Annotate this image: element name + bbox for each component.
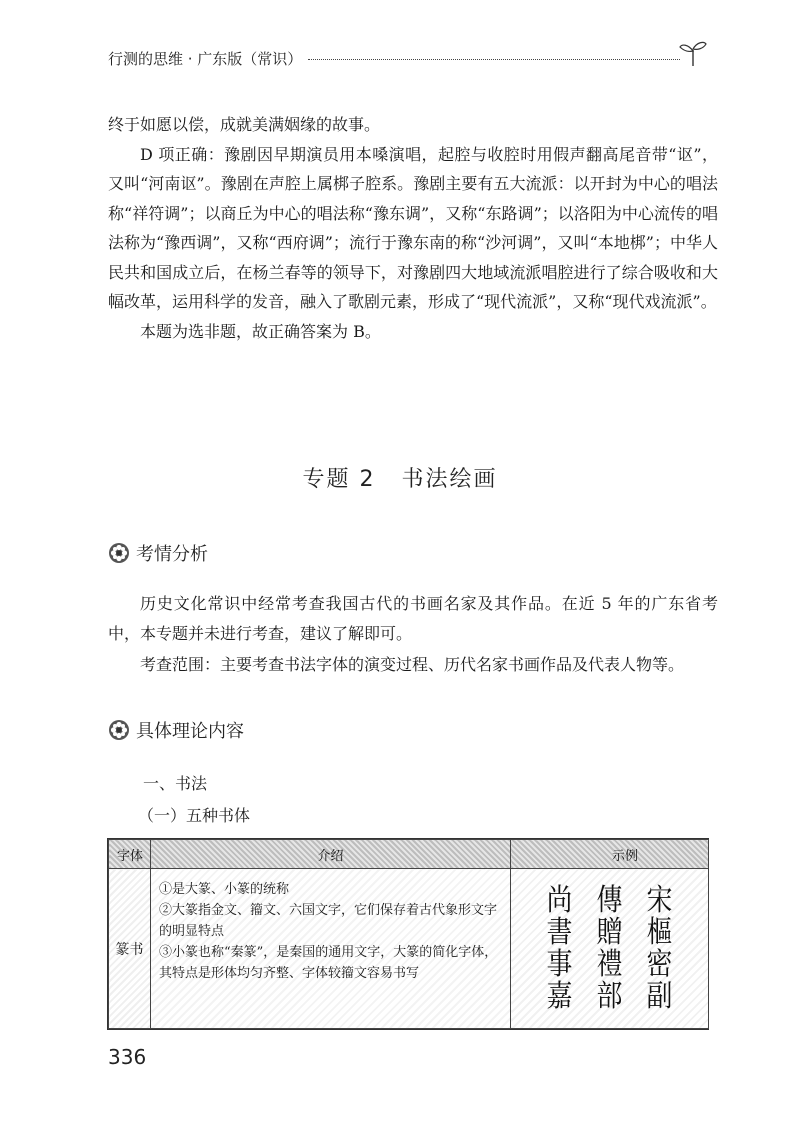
topic-name: 书法绘画 — [401, 467, 498, 492]
flower-bullet-icon — [108, 719, 130, 741]
seal-character: 副 — [646, 979, 673, 1014]
sprout-icon — [678, 38, 708, 68]
paragraph: 历史文化常识中经常考查我国古代的书画名家及其作品。在近 5 年的广东省考中，本专题并未进行考查，建议了解即可。 — [108, 594, 718, 643]
running-title: 行测的思维 · 广东版（常识） — [108, 50, 303, 68]
seal-character: 事 — [546, 947, 573, 982]
topic-number: 专题 2 — [302, 467, 376, 492]
column-header-script: 字体 — [109, 840, 151, 869]
column-header-intro: 介绍 — [151, 840, 511, 869]
subsection-five-scripts: （一）五种书体 — [138, 806, 251, 825]
header-rule — [308, 59, 680, 60]
paragraph: 本题为选非题，故正确答案为 B。 — [140, 321, 381, 341]
seal-character: 贈 — [596, 915, 623, 950]
analysis-heading-text: 考情分析 — [136, 544, 208, 565]
intro-text — [108, 110, 718, 346]
seal-character: 禮 — [596, 947, 623, 982]
seal-character: 書 — [546, 915, 573, 950]
paragraph: D 项正确：豫剧因早期演员用本嗓演唱，起腔与收腔时用假声翻高尾音带“讴”，又叫“河南讴”。豫剧在声腔上属梆子腔系。豫剧主要有五大流派：以开封为中心的唱法称“祥符调”；以商丘为中心的唱法称“豫东调”，又称“东路调”；以洛阳为中心流传的唱法称为“豫西调”，又称“西府调”；流行于豫东南的称“沙河调”，又叫“本地梆”；中华人民共和国成立后，在杨兰春等的领导下，对豫剧四大地域流派唱腔进行了综合吸收和大幅改革，运用科学的发音，融入了歌剧元素，形成了“现代流派”，又称“现代戏流派”。 — [108, 144, 718, 311]
paragraph: 终于如愿以偿，成就美满姻缘的故事。 — [108, 115, 381, 134]
theory-heading-text: 具体理论内容 — [136, 721, 244, 742]
page-number: 336 — [108, 1045, 147, 1069]
seal-character: 密 — [646, 947, 673, 982]
seal-script-sample — [511, 869, 709, 1029]
script-name: 篆书 — [109, 869, 151, 1029]
description-point: ②大篆指金文、籀文、六国文字，它们保存着古代象形文字的明显特点 — [159, 903, 498, 939]
analysis-text — [108, 589, 718, 680]
seal-character: 傳 — [596, 883, 623, 918]
seal-character: 樞 — [646, 915, 673, 950]
description-point: ③小篆也称“秦篆”，是秦国的通用文字，大篆的简化字体，其特点是形体均匀齐整、字体较籀文容易书写 — [159, 945, 498, 981]
table-row — [109, 869, 709, 1029]
seal-character: 宋 — [646, 883, 673, 918]
topic-title — [0, 462, 800, 493]
table-header-row — [109, 840, 709, 869]
flower-bullet-icon — [108, 542, 130, 564]
seal-character: 尚 — [546, 883, 573, 918]
analysis-heading — [108, 540, 208, 566]
section-calligraphy: 一、书法 — [143, 774, 208, 793]
column-header-example: 示例 — [511, 840, 709, 869]
description-point: ①是大篆、小篆的统称 — [159, 882, 290, 897]
script-description — [151, 869, 511, 1029]
seal-character: 嘉 — [546, 979, 573, 1014]
seal-character: 部 — [596, 979, 623, 1014]
paragraph: 考查范围：主要考查书法字体的演变过程、历代名家书画作品及代表人物等。 — [140, 655, 685, 674]
scripts-table — [107, 838, 709, 1030]
running-header — [108, 46, 708, 70]
theory-heading — [108, 717, 244, 743]
seal-character-grid — [511, 869, 708, 1028]
